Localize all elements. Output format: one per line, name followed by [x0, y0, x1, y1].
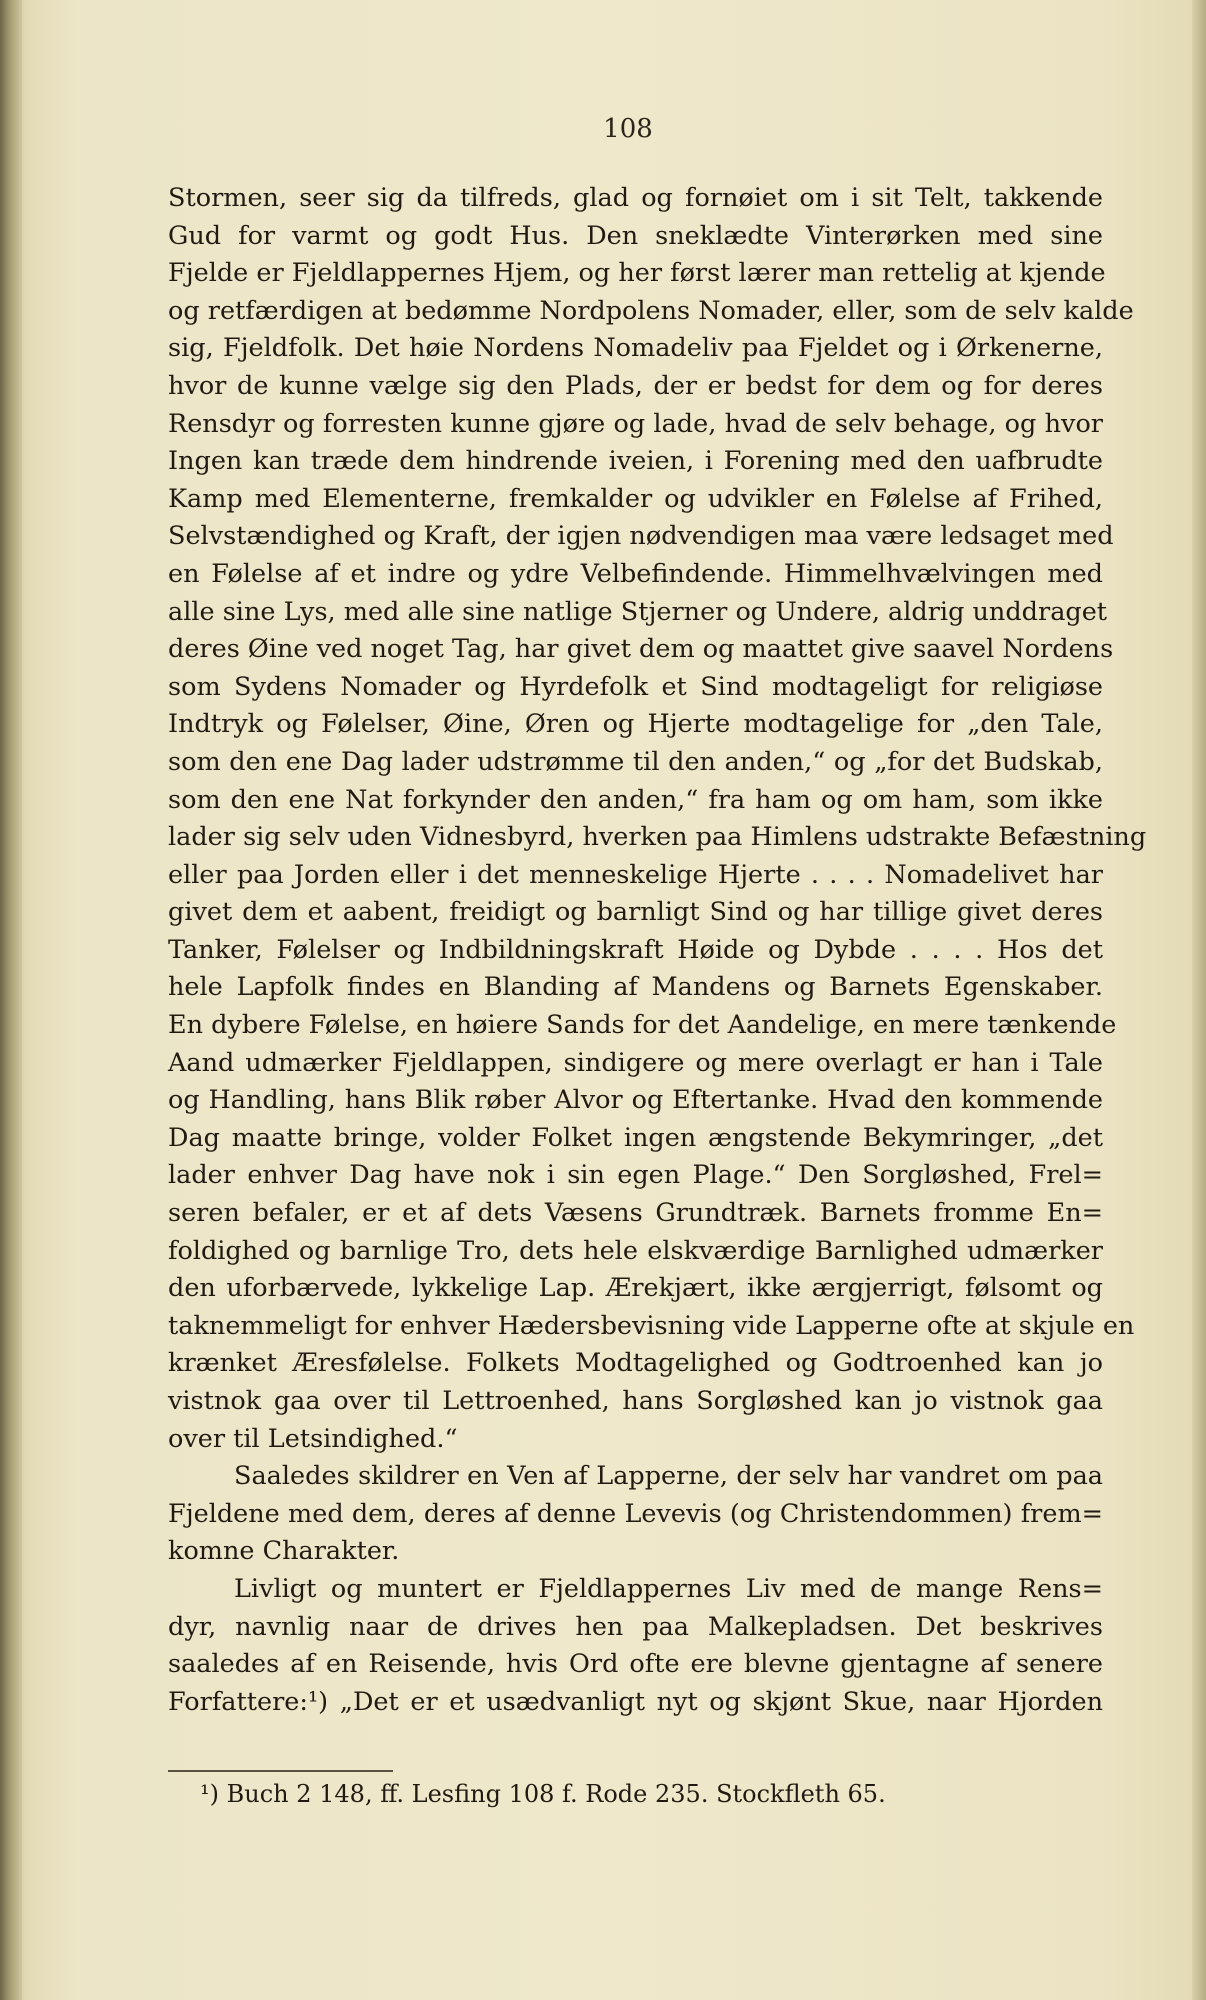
- page-number: 108: [603, 114, 653, 144]
- text-line: vistnok gaa over til Lettroenhed, hans Sorgløshed kan jo vistnok gaa: [168, 1386, 1103, 1416]
- body-text: [168, 180, 1147, 1721]
- text-line: En dybere Følelse, en høiere Sands for det Aandelige, en mere tænkende: [168, 1010, 1117, 1041]
- text-line: den uforbærvede, lykkelige Lap. Ærekjært, ikke ærgjerrigt, følsomt og: [168, 1273, 1103, 1304]
- text-line: og retfærdigen at bedømme Nordpolens Nomader, eller, som de selv kalde: [168, 295, 1134, 326]
- text-line: hvor de kunne vælge sig den Plads, der er bedst for dem og for deres: [168, 370, 1103, 401]
- text-line: hele Lapfolk findes en Blanding af Mandens og Barnets Egenskaber.: [168, 972, 1103, 1003]
- text-line: Fjelde er Fjeldlappernes Hjem, og her først lærer man rettelig at kjende: [168, 258, 1106, 289]
- text-line: eller paa Jorden eller i det menneskelige Hjerte . . . . Nomadelivet har: [168, 859, 1103, 890]
- text-line: saaledes af en Reisende, hvis Ord ofte ere blevne gjentagne af senere: [168, 1649, 1103, 1680]
- page-binding-edge: [0, 0, 22, 2000]
- text-line: alle sine Lys, med alle sine natlige Stjerner og Undere, aldrig unddraget: [168, 596, 1108, 627]
- text-line: Livligt og muntert er Fjeldlappernes Liv med de mange Rens=: [234, 1573, 1103, 1604]
- text-line: Kamp med Elementerne, fremkalder og udvikler en Følelse af Frihed,: [168, 483, 1103, 514]
- text-line: som den ene Nat forkynder den anden,“ fra ham og om ham, som ikke: [168, 784, 1103, 815]
- text-line: seren befaler, er et af dets Væsens Grundtræk. Barnets fromme En=: [168, 1198, 1103, 1229]
- text-line: Saaledes skildrer en Ven af Lapperne, der selv har vandret om paa: [234, 1461, 1103, 1492]
- footnote-divider: [168, 1770, 393, 1772]
- text-line: Aand udmærker Fjeldlappen, sindigere og mere overlagt er han i Tale: [168, 1047, 1103, 1078]
- text-line: lader enhver Dag have nok i sin egen Plage.“ Den Sorgløshed, Frel=: [168, 1160, 1103, 1191]
- text-line: foldighed og barnlige Tro, dets hele elskværdige Barnlighed udmærker: [168, 1235, 1103, 1266]
- text-line: komne Charakter.: [168, 1536, 400, 1567]
- text-line: Gud for varmt og godt Hus. Den sneklædte Vinterørken med sine: [168, 220, 1103, 251]
- text-line: Dag maatte bringe, volder Folket ingen ængstende Bekymringer, „det: [168, 1122, 1103, 1153]
- text-line: krænket Æresfølelse. Folkets Modtagelighed og Godtroenhed kan jo: [168, 1348, 1103, 1379]
- page-outer-edge: [1192, 0, 1206, 2000]
- text-line: en Følelse af et indre og ydre Velbefindende. Himmelhvælvingen med: [168, 558, 1103, 589]
- text-line: Fjeldene med dem, deres af denne Levevis (og Christendommen) frem=: [168, 1498, 1103, 1529]
- text-line: Ingen kan træde dem hindrende iveien, i Forening med den uafbrudte: [168, 446, 1103, 477]
- text-line: og Handling, hans Blik røber Alvor og Eftertanke. Hvad den kommende: [168, 1085, 1103, 1116]
- text-line: Indtryk og Følelser, Øine, Øren og Hjerte modtagelige for „den Tale,: [168, 709, 1103, 740]
- text-line: Selvstændighed og Kraft, der igjen nødvendigen maa være ledsaget med: [168, 521, 1114, 552]
- text-line: Tanker, Følelser og Indbildningskraft Høide og Dybde . . . . Hos det: [168, 934, 1103, 965]
- text-line: dyr, navnlig naar de drives hen paa Malkepladsen. Det beskrives: [168, 1611, 1103, 1642]
- text-line: taknemmeligt for enhver Hædersbevisning vide Lapperne ofte at skjule en: [168, 1310, 1135, 1341]
- text-line: sig, Fjeldfolk. Det høie Nordens Nomadeliv paa Fjeldet og i Ørkenerne,: [168, 333, 1103, 364]
- text-line: Forfattere:¹) „Det er et usædvanligt nyt og skjønt Skue, naar Hjorden: [168, 1686, 1103, 1717]
- footnote: ¹) Buch 2 148, ff. Lesfing 108 f. Rode 235. Stockfleth 65.: [200, 1780, 886, 1808]
- text-line: lader sig selv uden Vidnesbyrd, hverken paa Himlens udstrakte Befæstning: [168, 822, 1147, 853]
- text-line: Rensdyr og forresten kunne gjøre og lade, hvad de selv behage, og hvor: [168, 408, 1103, 439]
- text-line: over til Letsindighed.“: [168, 1423, 458, 1454]
- text-line: deres Øine ved noget Tag, har givet dem og maattet give saavel Nordens: [168, 634, 1114, 665]
- text-line: Stormen, seer sig da tilfreds, glad og fornøiet om i sit Telt, takkende: [168, 183, 1103, 213]
- text-line: som den ene Dag lader udstrømme til den anden,“ og „for det Budskab,: [168, 746, 1103, 777]
- text-line: givet dem et aabent, freidigt og barnligt Sind og har tillige givet deres: [168, 897, 1103, 928]
- text-line: som Sydens Nomader og Hyrdefolk et Sind modtageligt for religiøse: [168, 671, 1103, 702]
